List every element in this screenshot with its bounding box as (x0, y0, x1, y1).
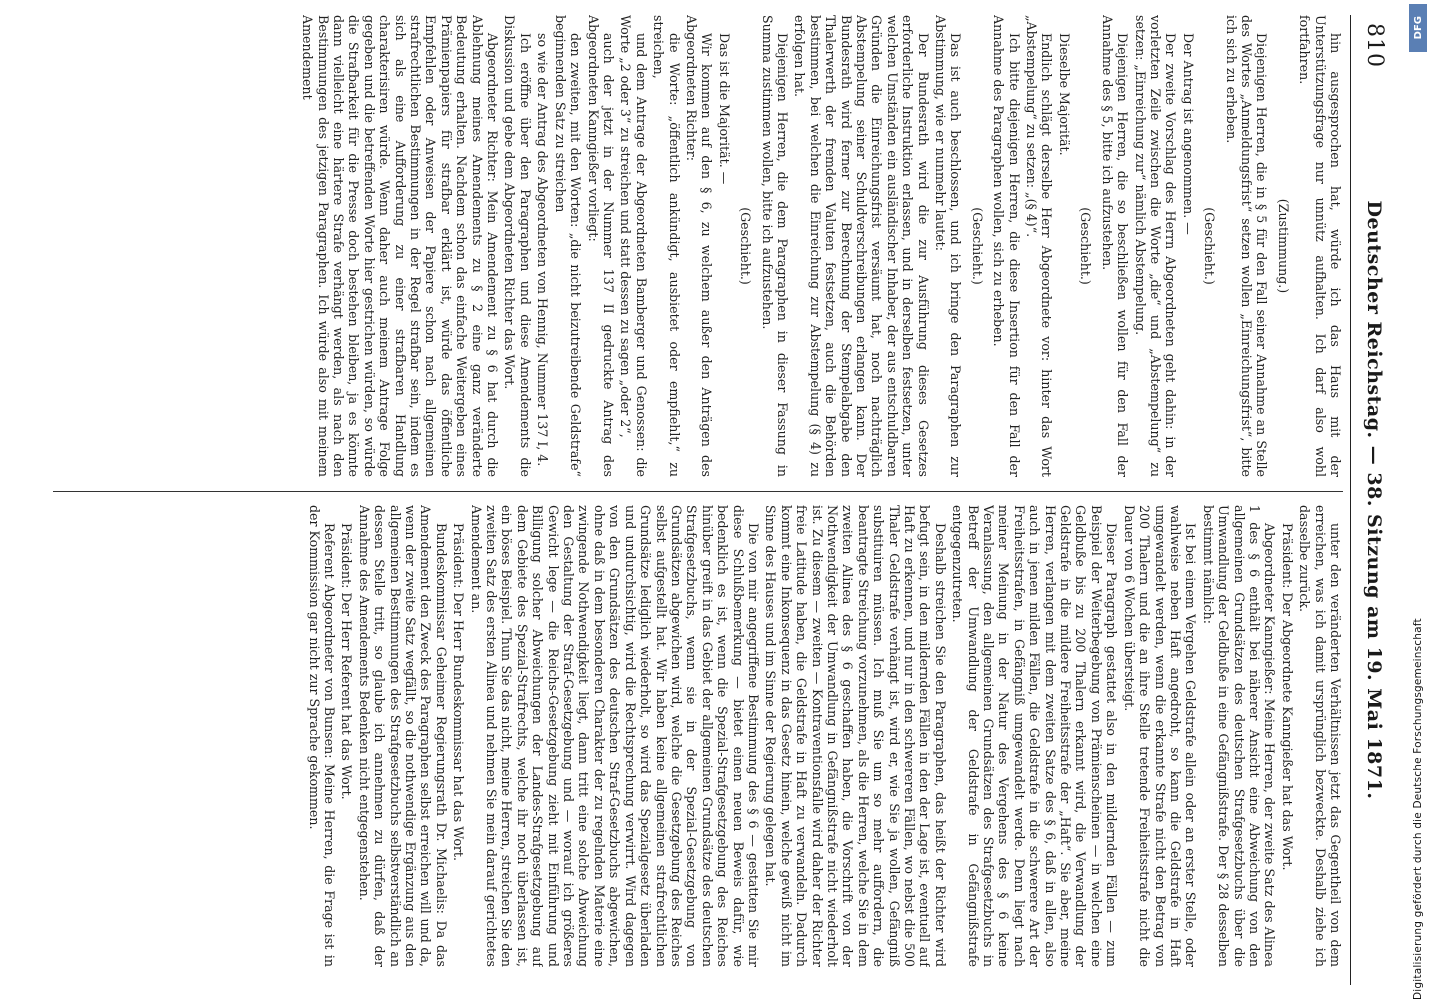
paragraph: Ich eröffne über den Paragraphen und diese Amendements die Diskussion und gebe dem Abgeordneten Richter das Wort. (502, 15, 533, 477)
paragraph: Endlich schlägt derselbe Herr Abgeordnete vor: hinter das Wort „Abstempelung“ zu setzen: „(§ 4)“. (1024, 15, 1055, 477)
paragraph: Referent Abgeordneter von Bunsen: Meine Herren, die Frage ist in der Kommission gar nicht zur Sprache gekommen. (306, 505, 337, 967)
paragraph: Abgeordneter Kanngießer: Meine Herren, der zweite Satz des Alinea 1 des § 6 enthält bei näherer Ansicht eine Abweichung von den allgemeinen Grundsätzen des deutschen Strafgesetzbuchs über die Umwandlung der Geldbuße in eine Gefängnißstrafe. Der § 28 desselben bestimmt nämlich: (1200, 505, 1278, 967)
paragraph: Dieser Paragraph gestattet also in den mildernden Fällen — zum Beispiel der Weiterbegebung von Prämienscheinen — in welchen eine Geldbuße bis zu 200 Thalern erkannt wird, die Verwandlung der Geldstrafe in die mildere Freiheitsstrafe der „Haft“. Sie aber, meine Herren, verlangen mit dem zweiten Satze des § 6, daß in allen, also auch in jenen milden Fällen, die Geldstrafe in die schwerere Art der Freiheitsstrafen, in Gefängniß umgewandelt werde. Denn liegt nach meiner Meinung in der Natur des Vergehens des § 6 keine Veranlassung, den allgemeinen Grundsätzen des Strafgesetzbuchs in Betreff der Umwandlung der Geldstrafe in Gefängnißstrafe entgegenzutreten. (950, 505, 1120, 967)
paragraph: Der zweite Vorschlag des Herrn Abgeordneten geht dahin: in der vorletzten Zeile zwischen die Worte „die“ und „Abstempelung“ zu setzen: „Einreichung zur“ nämlich Abstempelung. (1132, 15, 1179, 477)
paragraph: Das ist die Majorität. — (716, 33, 732, 185)
paragraph: Diejenigen Herren, die so beschließen wollen für den Fall der Annahme des § 5, bitte ich aufzustehen. (1099, 15, 1131, 477)
page-number: 810 (1362, 23, 1387, 68)
paragraph: Das ist auch beschlossen, und ich bringe den Paragraphen zur Abstimmung, wie er nunmehr lautet: (933, 15, 964, 477)
paragraph: Der Bundesrath wird die zur Ausführung dieses Gesetzes erforderliche Instruktion erlassen, und in derselben festsetzen, unter welchen Umständen ein ausländischer Inhaber, der aus entschuldbaren Gründen die Einreichungsfrist versäumt hat, noch nachträglich Abstempelung seiner Schuldverschreibungen erlangen kann. Der Bundesrath wird ferner zur Berechnung der Stempelabgabe den Thalerwerth der fremden Valuten festsetzen, auch die Behörden bestimmen, bei welchen die Einreichung zur Abstempelung (§ 4) zu erfolgen hat. (792, 15, 931, 477)
stage-direction: (Geschieht.) (738, 207, 754, 285)
right-column (53, 505, 1343, 967)
stage-direction: (Zustimmung.) (1275, 198, 1291, 294)
paragraph: den zweiten, mit den Worten: „die nicht beizutreibende Geldstrafe“ beginnenden Satz zu streichen (552, 15, 584, 477)
stage-direction: (Geschieht.) (1078, 207, 1094, 285)
paragraph: Die von mir angegriffene Bestimmung des § 6 — gestatten Sie mir diese Schlußbemerkung — bietet einen neuen Beweis dafür, wie bedenklich es ist, wenn die Spezial-Strafgesetzgebung des Reiches hinüber greift in das Gebiet der allgemeinen Grundsätze des deutschen Strafgesetzbuchs, wenn sie in der Spezial-Gesetzgebung von Grundsätzen abgewichen wird, welche die Gesetzgebung des Reiches selbst aufgestellt hat. Wir haben keine allgemeinen strafrechtlichen Grundsätze lediglich wiederholt, so wird das Spezialgesetz überladen und undurchsichtig, wird die Rechtsprechung verwirrt. Wird dagegen von den Grundsätzen des deutschen Straf-Gesetzbuchs abgewichen, ohne daß in dem besonderen Charakter der zu regelnden Materie eine zwingende Nothwendigkeit liegt, dann tritt eine solche Abweichung den Gestaltung der Straf-Gesetzgebung und — worauf ich größeres Gewicht lege — die Reichs-Gesetzgebung zieht mit Einführung und Billigung solcher Abweichungen der Landes-Strafgesetzgebung auf dem Gebiete des Spezial-Strafrechts, welche ihr noch überlassen ist, ein böses Beispiel. Thun Sie das nicht, meine Herren, streichen Sie den zweiten Satz des ersten Alinea und nehmen Sie mein darauf gerichtetes Amendement an. (468, 505, 761, 967)
rotated-page-content (35, 15, 1395, 985)
paragraph: unter den veränderten Verhältnissen jetzt das Gegentheil von dem erreichen, was ich damit ursprünglich bezweckte. Deshalb ziehe ich dasselbe zurück. (1297, 505, 1343, 967)
paragraph: Diejenigen Herren, die dem Paragraphen in dieser Fassung in Summa zustimmen wollen, bitte ich aufzustehen. (759, 15, 790, 477)
paragraph: Ist bei einem Vergehen Geldstrafe allein oder an erster Stelle, oder wahlweise neben Haft angedroht, so kann die Geldstrafe in Haft umgewandelt werden, wenn die erkannte Strafe nicht den Betrag von 200 Thalern und die an ihre Stelle tretende Freiheitsstrafe nicht die Dauer von 6 Wochen übersteigt. (1121, 505, 1199, 967)
paragraph: so wie der Antrag des Abgeordneten von Hennig, Nummer 137 I, 4. (535, 33, 551, 467)
paragraph: Präsident: Der Herr Referent hat das Wort. (339, 523, 355, 800)
page-header (1350, 15, 1395, 985)
paragraph: und dem Antrage der Abgeordneten Bamberger und Genossen: die Worte „2 oder 3“ zu streichen und statt dessen zu sagen „oder 2“, (618, 15, 649, 477)
paragraph: Präsident: Der Herr Bundeskommissar hat das Wort. (451, 523, 467, 861)
paragraph: Bundeskommissar Geheimer Regierungsrath Dr. Michaelis: Da das Amendement den Zweck des Paragraphen selbst erreichen will und da, wenn der zweite Satz wegfällt, so die nothwendige Ergänzung aus den allgemeinen Bestimmungen des Strafgesetzbuchs selbstverständlich an dessen Stelle tritt, so glaube ich annehmen zu dürfen, daß der Annahme des Amendements Bedenken nicht entgegenstehen. (356, 505, 449, 967)
paragraph: Dieselbe Majorität. (1056, 33, 1072, 156)
dfg-logo: DFG (1409, 4, 1427, 52)
text-columns (53, 15, 1343, 985)
paragraph: Diejenigen Herren, die in § 5 für den Fall seiner Annahme an Stelle des Wortes „Anmeldungsfrist“ setzen wollen „Einreichungsfrist“, bitte ich sich zu erheben. (1223, 15, 1270, 477)
left-column (53, 15, 1343, 477)
paragraph: Abgeordneter Richter: Mein Amendement zu § 6 hat durch die Ablehnung meines Amendements zu § 2 eine ganz veränderte Bedeutung erhalten. Nachdem schon das einfache Weitergeben eines Prämienpapiers für strafbar erklärt ist, würde das öffentliche Empfehlen oder Anweisen der Papiere schon nach allgemeinen strafrechtlichen Bestimmungen in der Regel strafbar sein, indem es sich als eine Aufforderung zu einer strafbaren Handlung charakterisiren würde. Wenn daher auch meinem Antrage Folge gegeben und die betreffenden Worte hier gestrichen würden, so würde die Strafbarkeit für die Presse doch bestehen bleiben, ja es könnte dann vielleicht eine härtere Strafe verhängt werden, als nach den Bestimmungen des jetzigen Paragraphen. Ich würde also mit meinem Amendement (300, 15, 501, 477)
paragraph: Wir kommen auf den § 6, zu welchem außer den Anträgen des Abgeordneten Richter: (683, 15, 715, 477)
page-title: Deutscher Reichstag. — 38. Sitzung am 19. Mai 1871. (1363, 200, 1385, 800)
paragraph: Deshalb streichen Sie den Paragraphen, das heißt der Richter wird befugt sein, in den mildernden Fällen in den der Lage ist, eventuell auf Haft zu erkennen, und nur in den schwereren Fällen, wo nebst die 500 Thaler Geldstrafe verhängt ist, wird er, wie Sie ja wollen, Gefängniß substituiren müssen. Ich muß Sie um so mehr auffordern, die beantragte Streichung vorzunehmen, als die Herren, welche Sie in dem zweiten Alinea des § 6 geschaffen haben, die Vorschrift von der Nothwendigkeit der Umwandlung in Gefängnißstrafe nicht wiederholt ist. Zu diesem — zweiten — Kontraventionsfalle wird daher der Richter freie Latitude haben, die Geldstrafe in Haft zu verwandeln. Dadurch kommt eine Inkonsequenz in das Gesetz hinein, welche gewiß nicht im Sinne des Hauses und im Sinne der Regierung gelegen hat. (763, 505, 948, 967)
stage-direction: (Geschieht.) (1202, 207, 1218, 285)
paragraph: auch der jetzt in der Nummer 137 II gedruckte Antrag des Abgeordneten Kanngießer vorliegt: (585, 15, 616, 477)
paragraph: die Worte: „öffentlich ankündigt, ausbietet oder empfiehlt,“ zu streichen, (651, 15, 682, 477)
stage-direction: (Geschieht.) (969, 207, 985, 285)
paragraph: Präsident: Der Abgeordnete Kanngießer hat das Wort. (1279, 523, 1295, 871)
paragraph: Ich bitte diejenigen Herren, die diese Insertion für den Fall der Annahme des Paragraphen wollen, sich zu erheben. (991, 15, 1022, 477)
dfg-watermark (1408, 0, 1430, 1000)
paragraph: hin ausgesprochen hat, würde ich das Haus mit der Unterstützungsfrage nur unnütz aufhalten. Ich darf also wohl fortfahren. (1297, 15, 1343, 477)
column-divider (53, 491, 1343, 492)
paragraph: Der Antrag ist angenommen. — (1180, 33, 1196, 235)
watermark-text: Digitalisierung gefördert durch die Deutsche Forschungsgemeinschaft (1412, 618, 1424, 1000)
